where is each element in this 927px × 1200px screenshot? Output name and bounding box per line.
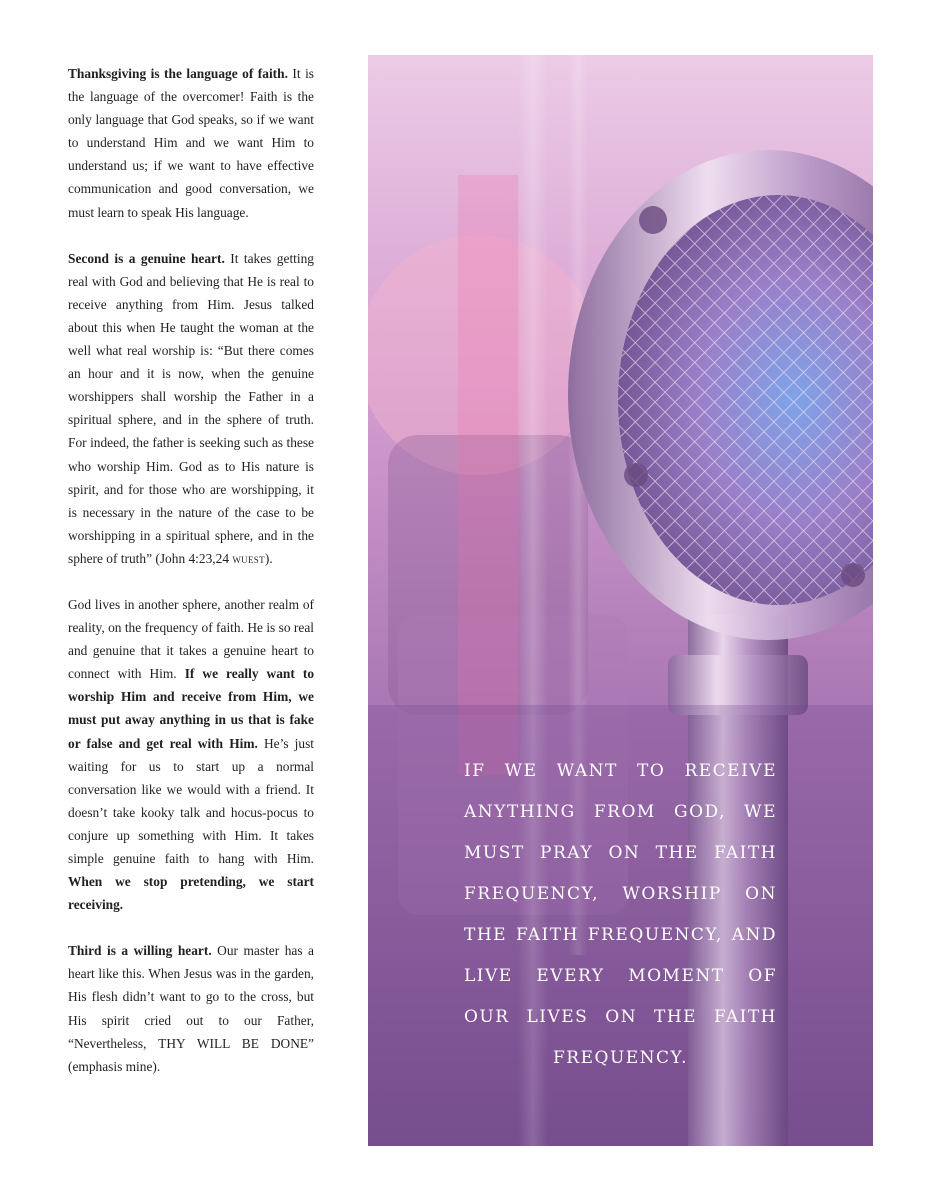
paragraph-lead: Third is a willing heart.: [68, 943, 212, 959]
paragraph-body: Our master has a heart like this. When Jesus was in the garden, His flesh didn’t want to go to the cross, but His spirit cried out to our Father, “Nevertheless, THY WILL BE DONE” (emphasis mine).: [68, 943, 314, 1074]
paragraph-lead: Thanksgiving is the language of faith.: [68, 66, 288, 81]
paragraph-genuine-heart: [68, 247, 314, 570]
paragraph-body: It is the language of the overcomer! Faith is the only language that God speaks, so if we want to understand Him and we want Him to understand us; if we want to have effective communication and good conversation, we must learn to speak His language.: [68, 66, 314, 220]
paragraph-willing-heart: [68, 939, 314, 1078]
paragraph-emphasis: If we really want to worship Him and receive from Him, we must put away anything in us that is fake or false and get real with Him.: [68, 666, 315, 751]
paragraph-body: It takes getting real with God and believing that He is real to receive anything from Him. Jesus talked about this when He taught the woman at the well what real worship is: “But there comes an hour and it is now, when the genuine worshippers shall worship the Father in a spiritual sphere, and in the sphere of truth. For indeed, the father is seeking such as these who worship Him. God as to His nature is spirit, and for those who are worshipping, it is necessary in the nature of the case to be worshipping in a spiritual sphere, and in the sphere of truth” (John 4:23,24: [68, 250, 314, 566]
paragraph-another-sphere: [68, 593, 314, 916]
scripture-citation: wuest: [232, 550, 265, 566]
pull-quote: IF WE WANT TO RECEIVE ANYTHING FROM GOD, WE MUST PRAY ON THE FAITH FREQUENCY, WORSHIP ON THE FAITH FREQUENCY, AND LIVE EVERY MOMENT OF OUR LIVES ON THE FAITH FREQUENCY.: [464, 761, 777, 1068]
body-text-column: [68, 62, 314, 1101]
paragraph-body: He’s just waiting for us to start up a normal conversation like we would with a friend. It doesn’t take kooky talk and hocus-pocus to conjure up something with Him. It takes simple genuine faith to hang with Him.: [68, 735, 314, 866]
paragraph-tail: ).: [264, 550, 273, 566]
paragraph-body: God lives in another sphere, another realm of reality, on the frequency of faith. He is so real and genuine that it takes a genuine heart to connect with Him.: [68, 596, 314, 682]
paragraph-emphasis: When we stop pretending, we start receiving.: [68, 874, 314, 913]
paragraph-lead: Second is a genuine heart.: [68, 250, 225, 266]
microphone-photo: [368, 55, 873, 1146]
paragraph-thanksgiving: [68, 62, 314, 224]
